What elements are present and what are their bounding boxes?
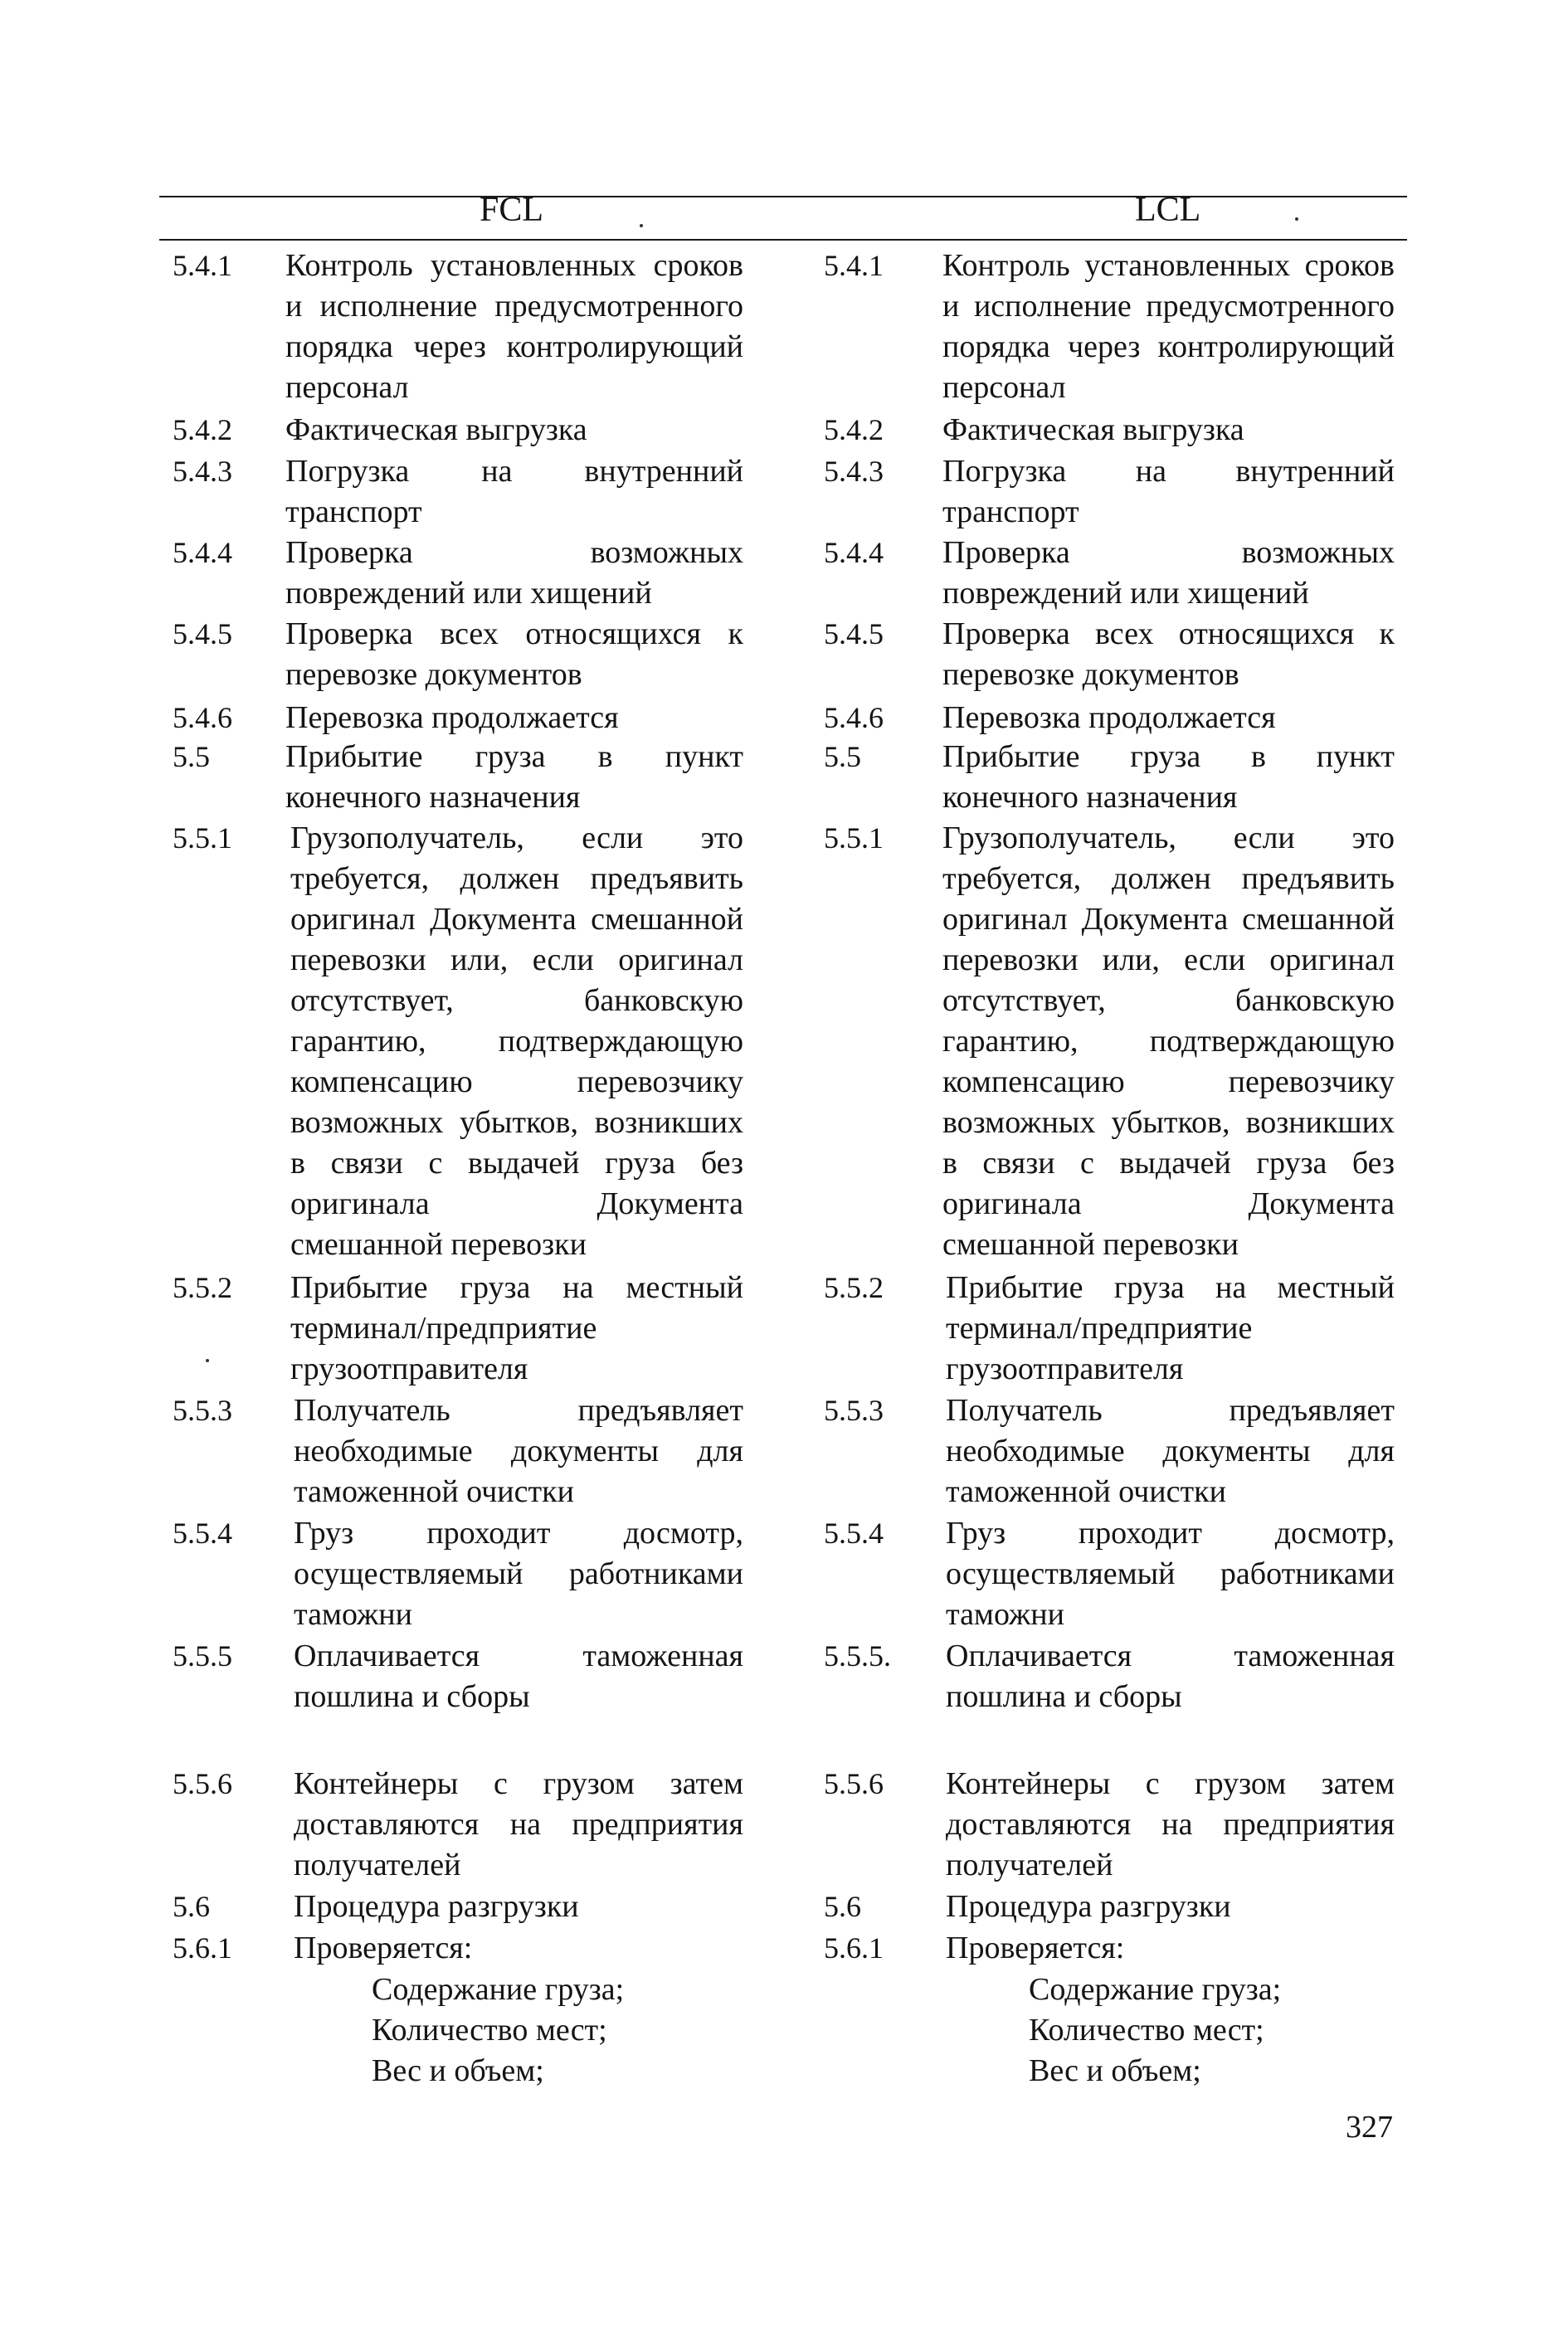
item-number: 5.4.1: [173, 249, 232, 282]
item-text: Проверка возможных повреждений или хищений: [942, 535, 1395, 611]
item-number: 5.4.5: [824, 617, 884, 650]
item-text: Проверка всех относящихся к перевозке документов: [942, 616, 1395, 692]
item-text: Груз проходит досмотр, осуществляемый работниками таможни: [294, 1516, 743, 1632]
item-text: Грузополучатель, если это требуется, должен предъявить оригинал Документа смешанной перевозки или, если оригинал отсутствует, банковскую гарантию, подтверждающую компенсацию перевозчику возможных убытков, возникших в связи с выдачей груза без оригинала Документа смешанной перевозки: [942, 821, 1395, 1262]
item-number: 5.6: [173, 1890, 210, 1923]
item-number: 5.5.4: [173, 1517, 232, 1550]
item-number: 5.5.1: [824, 821, 884, 855]
item-number: 5.4.5: [173, 617, 232, 650]
item-text: Грузополучатель, если это требуется, должен предъявить оригинал Документа смешанной перевозки или, если оригинал отсутствует, банковскую гарантию, подтверждающую компенсацию перевозчику возможных убытков, возникших в связи с выдачей груза без оригинала Документа смешанной перевозки: [290, 821, 743, 1262]
item-text: Получатель предъявляет необходимые документы для таможенной очистки: [946, 1393, 1395, 1509]
item-text: Прибытие груза на местный терминал/предприятие грузоотправителя: [290, 1270, 743, 1386]
item-text: Прибытие груза в пункт конечного назначения: [942, 739, 1395, 815]
item-text: Фактическая выгрузка: [942, 412, 1244, 447]
item-text: Перевозка продолжается: [942, 700, 1276, 735]
item-number: 5.4.2: [824, 413, 884, 446]
column-header-lcl: LCL: [1135, 191, 1201, 229]
item-text: Процедура разгрузки: [946, 1889, 1231, 1924]
item-number: 5.5.3: [824, 1394, 884, 1427]
item-text: Оплачивается таможенная пошлина и сборы: [946, 1639, 1395, 1714]
item-number: 5.4.3: [173, 455, 232, 488]
item-text: Проверяется:: [946, 1931, 1125, 1965]
item-text: Получатель предъявляет необходимые документы для таможенной очистки: [294, 1393, 743, 1509]
item-number: 5.5.5: [173, 1639, 232, 1673]
column-header-fcl: FCL: [480, 191, 544, 229]
scan-speck: [640, 224, 643, 227]
item-text: Контейнеры с грузом затем доставляются на предприятия получателей: [946, 1766, 1395, 1882]
item-number: 5.5.4: [824, 1517, 884, 1550]
item-number: 5.5.5.: [824, 1639, 891, 1673]
item-number: 5.6: [824, 1890, 861, 1923]
item-number: 5.4.1: [824, 249, 884, 282]
item-number: 5.5: [173, 740, 210, 773]
item-text: Контейнеры с грузом затем доставляются на предприятия получателей: [294, 1766, 743, 1882]
scan-speck: [206, 1359, 209, 1362]
item-number: 5.4.2: [173, 413, 232, 446]
item-number: 5.6.1: [824, 1931, 884, 1965]
scan-speck: [1295, 217, 1298, 221]
item-text: Проверка возможных повреждений или хищений: [285, 535, 743, 611]
item-text: Оплачивается таможенная пошлина и сборы: [294, 1639, 743, 1714]
item-text: Контроль установленных сроков и исполнение предусмотренного порядка через контролирующий персонал: [285, 248, 743, 405]
item-number: 5.5.6: [824, 1767, 884, 1800]
page-number: 327: [1346, 2110, 1393, 2145]
checklist-item: Вес и объем;: [1029, 2053, 1201, 2088]
checklist-item: Количество мест;: [1029, 2013, 1264, 2048]
item-number: 5.5.2: [824, 1271, 884, 1304]
item-text: Проверка всех относящихся к перевозке документов: [285, 616, 743, 692]
checklist-item: Количество мест;: [372, 2013, 607, 2048]
item-text: Погрузка на внутренний транспорт: [942, 454, 1395, 529]
item-number: 5.4.4: [173, 536, 232, 569]
header-bottom-rule: [159, 239, 1407, 241]
item-number: 5.5: [824, 740, 861, 773]
checklist-item: Содержание груза;: [372, 1972, 625, 2007]
item-text: Контроль установленных сроков и исполнение предусмотренного порядка через контролирующий персонал: [942, 248, 1395, 405]
item-text: Процедура разгрузки: [294, 1889, 579, 1924]
item-number: 5.5.2: [173, 1271, 232, 1304]
item-text: Погрузка на внутренний транспорт: [285, 454, 743, 529]
header-top-rule: [159, 196, 1407, 197]
item-number: 5.5.3: [173, 1394, 232, 1427]
item-number: 5.6.1: [173, 1931, 232, 1965]
item-text: Прибытие груза в пункт конечного назначения: [285, 739, 743, 815]
item-number: 5.4.6: [824, 701, 884, 734]
checklist-item: Вес и объем;: [372, 2053, 544, 2088]
item-number: 5.4.3: [824, 455, 884, 488]
item-text: Прибытие груза на местный терминал/предприятие грузоотправителя: [946, 1270, 1395, 1386]
item-text: Перевозка продолжается: [285, 700, 619, 735]
item-number: 5.5.6: [173, 1767, 232, 1800]
item-text: Фактическая выгрузка: [285, 412, 587, 447]
item-number: 5.4.4: [824, 536, 884, 569]
item-text: Груз проходит досмотр, осуществляемый работниками таможни: [946, 1516, 1395, 1632]
item-number: 5.4.6: [173, 701, 232, 734]
item-text: Проверяется:: [294, 1931, 473, 1965]
checklist-item: Содержание груза;: [1029, 1972, 1282, 2007]
item-number: 5.5.1: [173, 821, 232, 855]
